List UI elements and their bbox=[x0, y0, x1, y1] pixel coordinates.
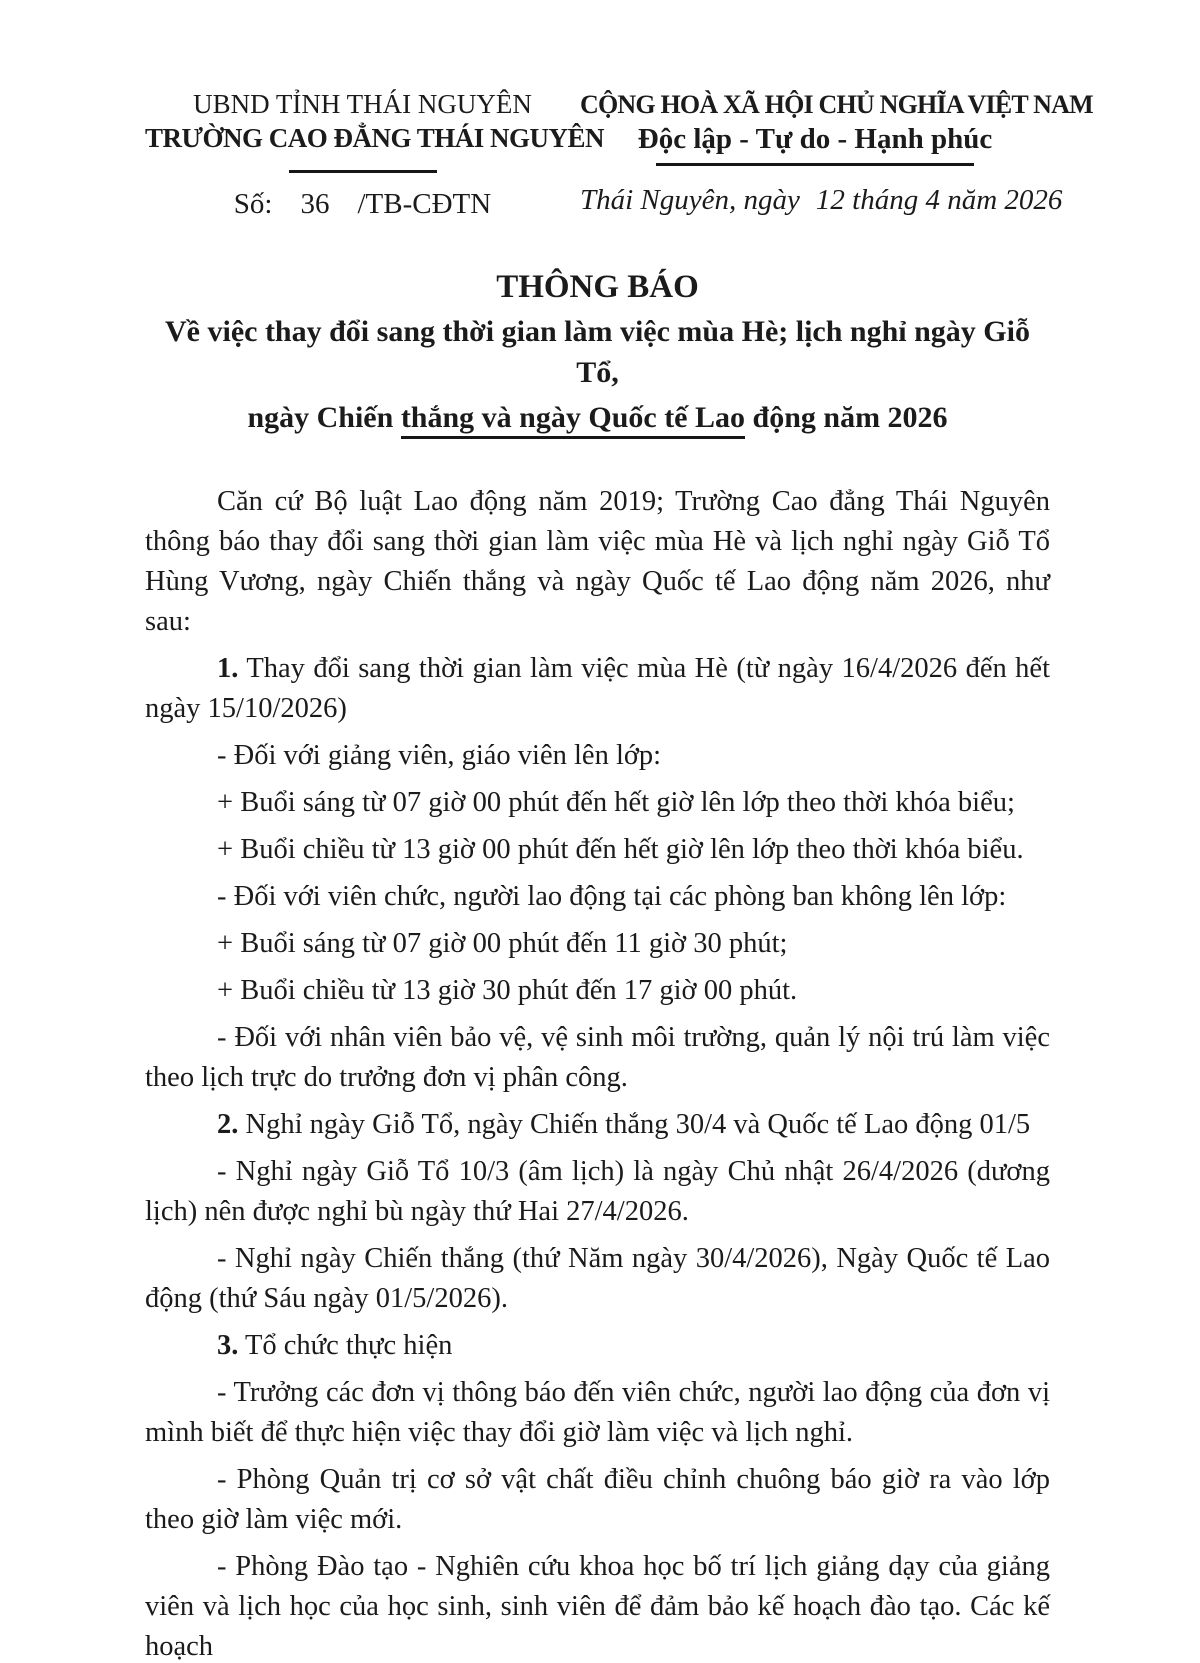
document-title: THÔNG BÁO bbox=[496, 269, 699, 305]
paragraph-text: - Nghỉ ngày Giỗ Tổ 10/3 (âm lịch) là ngày Chủ nhật 26/4/2026 (dương lịch) nên được nghỉ bù ngày thứ Hai 27/4/2026. bbox=[145, 1156, 1050, 1227]
paragraph-text: - Trưởng các đơn vị thông báo đến viên chức, người lao động của đơn vị mình biết để thực hiện việc thay đổi giờ làm việc và lịch nghỉ. bbox=[145, 1377, 1050, 1448]
body-paragraph bbox=[145, 877, 1050, 917]
paragraph-text: + Buổi chiều từ 13 giờ 30 phút đến 17 giờ 00 phút. bbox=[217, 975, 798, 1006]
authority-separator-rule bbox=[289, 170, 437, 173]
body-paragraph bbox=[145, 1239, 1050, 1319]
paragraph-number: 2. bbox=[217, 1109, 239, 1140]
paragraph-number: 3. bbox=[217, 1330, 239, 1361]
document-number-line bbox=[145, 188, 580, 221]
body-paragraph bbox=[145, 482, 1050, 642]
subtitle-line2-post: động năm 2026 bbox=[745, 401, 948, 434]
body-paragraph bbox=[145, 1326, 1050, 1366]
subtitle-line2-pre: ngày Chiến bbox=[247, 401, 401, 434]
paragraph-text: + Buổi sáng từ 07 giờ 00 phút đến hết giờ lên lớp theo thời khóa biểu; bbox=[217, 787, 1015, 818]
document-body bbox=[145, 482, 1050, 1663]
paragraph-text: - Phòng Đào tạo - Nghiên cứu khoa học bố trí lịch giảng dạy của giảng viên và lịch học của học sinh, sinh viên để đảm bảo kế hoạch đào tạo. Các kế hoạch bbox=[145, 1551, 1050, 1662]
document-number-label: Số: bbox=[233, 188, 273, 220]
body-paragraph bbox=[145, 1460, 1050, 1540]
paragraph-text: Nghỉ ngày Giỗ Tổ, ngày Chiến thắng 30/4 và Quốc tế Lao động 01/5 bbox=[238, 1109, 1031, 1140]
paragraph-text: - Đối với nhân viên bảo vệ, vệ sinh môi trường, quản lý nội trú làm việc theo lịch trực do trưởng đơn vị phân công. bbox=[145, 1022, 1050, 1093]
document-number-suffix: /TB-CĐTN bbox=[357, 188, 492, 220]
document-header bbox=[0, 0, 1200, 221]
document-subtitle-line1: Về việc thay đổi sang thời gian làm việc mùa Hè; lịch nghỉ ngày Giỗ Tổ, bbox=[165, 315, 1030, 389]
body-paragraph bbox=[145, 1152, 1050, 1232]
organization-name: TRƯỜNG CAO ĐẲNG THÁI NGUYÊN bbox=[145, 123, 605, 153]
national-motto: Độc lập - Tự do - Hạnh phúc bbox=[637, 123, 993, 155]
body-paragraph bbox=[145, 1105, 1050, 1145]
paragraph-text: Căn cứ Bộ luật Lao động năm 2019; Trường Cao đẳng Thái Nguyên thông báo thay đổi sang thời gian làm việc mùa Hè và lịch nghỉ ngày Giỗ Tổ Hùng Vương, ngày Chiến thắng và ngày Quốc tế Lao động năm 2026, như sau: bbox=[145, 486, 1050, 637]
issuing-authority-block bbox=[145, 88, 605, 221]
body-paragraph bbox=[145, 924, 1050, 964]
body-paragraph bbox=[145, 1547, 1050, 1663]
body-paragraph bbox=[145, 649, 1050, 729]
paragraph-text: - Nghỉ ngày Chiến thắng (thứ Năm ngày 30/4/2026), Ngày Quốc tế Lao động (thứ Sáu ngày 01/5/2026). bbox=[145, 1243, 1050, 1314]
paragraph-text: + Buổi sáng từ 07 giờ 00 phút đến 11 giờ 30 phút; bbox=[217, 928, 788, 959]
body-paragraph bbox=[145, 830, 1050, 870]
body-paragraph bbox=[145, 736, 1050, 776]
paragraph-text: Tổ chức thực hiện bbox=[238, 1330, 453, 1361]
paragraph-text: - Đối với giảng viên, giáo viên lên lớp: bbox=[217, 740, 662, 771]
paragraph-number: 1. bbox=[217, 653, 239, 684]
subtitle-line2-underlined: thắng và ngày Quốc tế Lao bbox=[401, 401, 745, 439]
document-subtitle-line2 bbox=[145, 397, 1050, 438]
body-paragraph bbox=[145, 1373, 1050, 1453]
national-header-block bbox=[580, 88, 1093, 221]
national-title: CỘNG HOÀ XÃ HỘI CHỦ NGHĨA VIỆT NAM bbox=[580, 90, 1093, 119]
paragraph-text: - Phòng Quản trị cơ sở vật chất điều chỉnh chuông báo giờ ra vào lớp theo giờ làm việc mới. bbox=[145, 1464, 1050, 1535]
place-date-value: 12 tháng 4 năm 2026 bbox=[815, 184, 1063, 216]
paragraph-text: + Buổi chiều từ 13 giờ 00 phút đến hết giờ lên lớp theo thời khóa biểu. bbox=[217, 834, 1024, 865]
body-paragraph bbox=[145, 971, 1050, 1011]
paragraph-text: - Đối với viên chức, người lao động tại các phòng ban không lên lớp: bbox=[217, 881, 1007, 912]
parent-authority-name: UBND TỈNH THÁI NGUYÊN bbox=[193, 89, 532, 119]
motto-separator-rule bbox=[656, 163, 974, 166]
title-block bbox=[145, 267, 1050, 438]
body-paragraph bbox=[145, 783, 1050, 823]
place-date-prefix: Thái Nguyên, ngày bbox=[580, 184, 800, 216]
place-date-line bbox=[580, 184, 1063, 217]
paragraph-text: Thay đổi sang thời gian làm việc mùa Hè (từ ngày 16/4/2026 đến hết ngày 15/10/2026) bbox=[145, 653, 1050, 724]
body-paragraph bbox=[145, 1018, 1050, 1098]
document-number-value: 36 bbox=[300, 188, 330, 220]
